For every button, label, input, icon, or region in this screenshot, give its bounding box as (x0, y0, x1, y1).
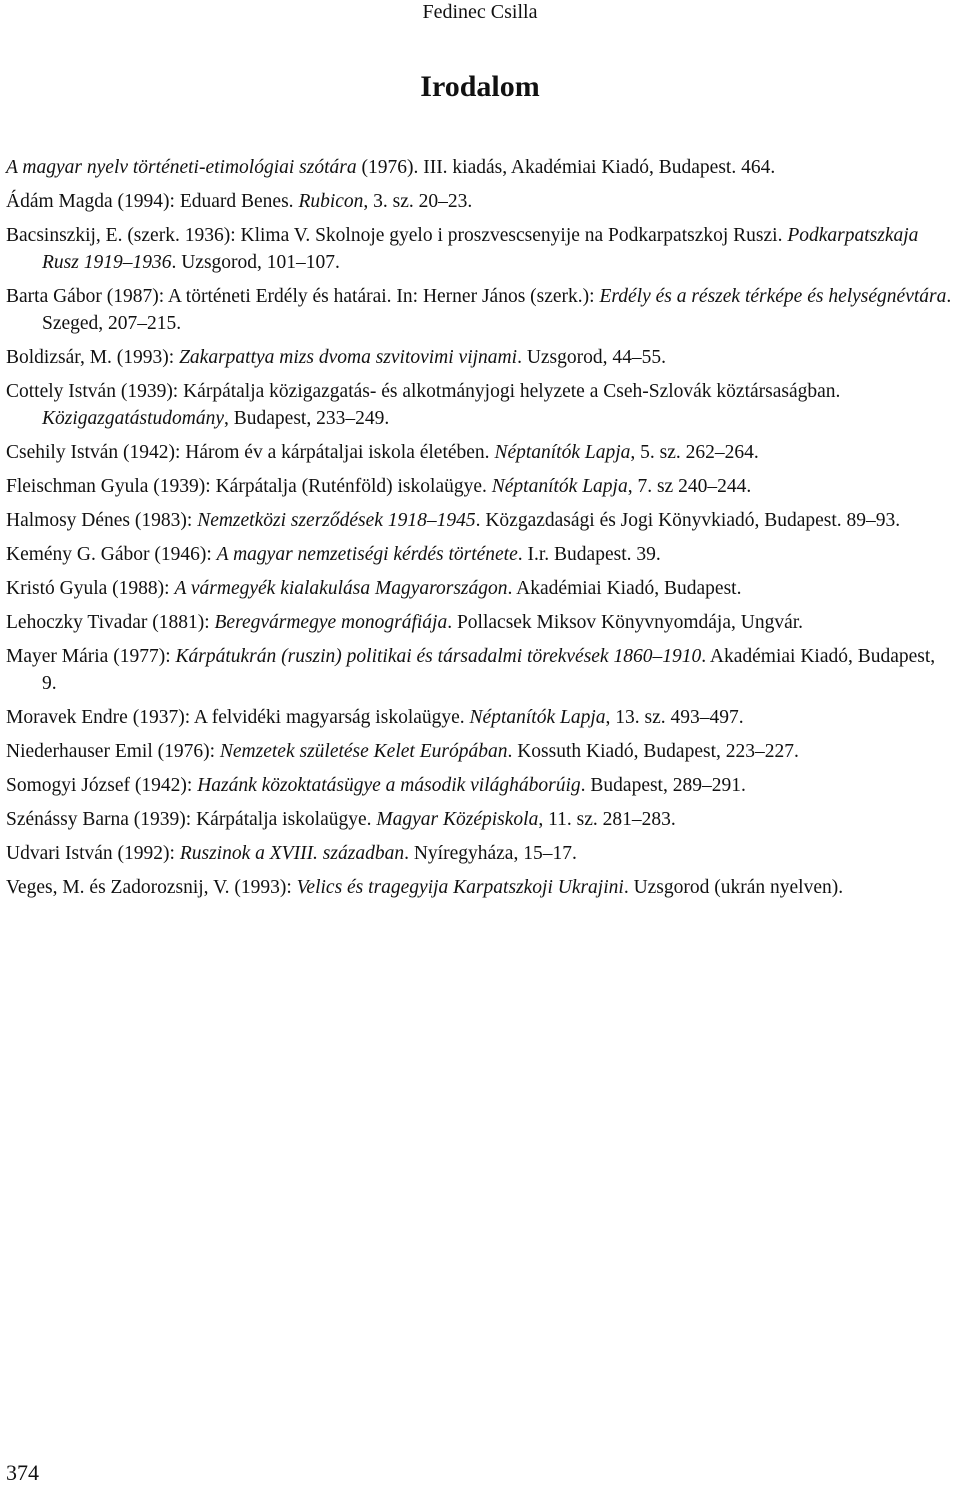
reference-entry (6, 473, 954, 500)
reference-title-italic: Néptanítók Lapja (491, 476, 628, 497)
reference-text: . Szeged, 207–215. (42, 286, 957, 334)
reference-text: Csehily István (1942): Három év a kárpátaljai iskola életében. (6, 442, 495, 463)
reference-text: . Uzsgorod, 101–107. (171, 252, 340, 273)
reference-text: , 11. sz. 281–283. (538, 809, 676, 830)
section-title: Irodalom (420, 70, 540, 103)
reference-title-italic: Kárpátukrán (ruszin) politikai és társadalmi törekvések 1860–1910 (175, 646, 702, 667)
reference-text: . Nyíregyháza, 15–17. (404, 843, 577, 864)
reference-entry (6, 738, 954, 765)
reference-entry (6, 874, 954, 901)
reference-text: (1976). III. kiadás, Akadémiai Kiadó, Budapest. 464. (356, 157, 776, 178)
reference-text: Szénássy Barna (1939): Kárpátalja iskolaügye. (6, 809, 377, 830)
reference-entry (6, 704, 954, 731)
reference-title-italic: Zakarpattya mizs dvoma szvitovimi vijnami (179, 347, 518, 368)
running-header-author: Fedinec Csilla (422, 1, 538, 23)
reference-text: . Uzsgorod, 44–55. (517, 347, 667, 368)
reference-text: Niederhauser Emil (1976): (6, 741, 220, 762)
reference-text: Kemény G. Gábor (1946): (6, 544, 217, 565)
reference-text: Udvari István (1992): (6, 843, 180, 864)
reference-entry (6, 643, 954, 697)
reference-title-italic: Közigazgatástudomány (42, 408, 225, 429)
reference-text: Halmosy Dénes (1983): (6, 510, 198, 531)
reference-text: , 5. sz. 262–264. (630, 442, 759, 463)
reference-entry (6, 772, 954, 799)
reference-list (6, 154, 957, 908)
reference-text: , 13. sz. 493–497. (605, 707, 744, 728)
reference-entry (6, 439, 954, 466)
reference-text: Veges, M. és Zadorozsnij, V. (1993): (6, 877, 297, 898)
reference-title-italic: Erdély és a részek térképe és helységnévtára (599, 286, 947, 307)
reference-entry (6, 378, 954, 432)
reference-text: , Budapest, 233–249. (224, 408, 390, 429)
reference-text: Moravek Endre (1937): A felvidéki magyarság iskolaügye. (6, 707, 470, 728)
reference-text: . Akadémiai Kiadó, Budapest. (507, 578, 742, 599)
reference-text: , 7. sz 240–244. (627, 476, 752, 497)
reference-entry (6, 840, 954, 867)
reference-text: . I.r. Budapest. 39. (517, 544, 661, 565)
reference-title-italic: Ruszinok a XVIII. században (179, 843, 405, 864)
reference-entry (6, 188, 954, 215)
reference-text: Somogyi József (1942): (6, 775, 198, 796)
reference-text: , 3. sz. 20–23. (363, 191, 473, 212)
page-number: 374 (6, 1460, 39, 1485)
reference-text: Mayer Mária (1977): (6, 646, 176, 667)
reference-title-italic: Magyar Középiskola (376, 809, 539, 830)
reference-title-italic: A magyar nemzetiségi kérdés története (216, 544, 518, 565)
reference-text: . Közgazdasági és Jogi Könyvkiadó, Budapest. 89–93. (475, 510, 901, 531)
reference-text: Fleischman Gyula (1939): Kárpátalja (Ruténföld) iskolaügye. (6, 476, 492, 497)
reference-text: Barta Gábor (1987): A történeti Erdély és határai. In: Herner János (szerk.): (6, 286, 600, 307)
reference-text: . Akadémiai Kiadó, Budapest, 9. (42, 646, 941, 694)
reference-text: . Kossuth Kiadó, Budapest, 223–227. (507, 741, 799, 762)
reference-text: Bacsinszkij, E. (szerk. 1936): Klima V. Skolnoje gyelo i proszvescsenyije na Podkarpatszkoj Ruszi. (6, 225, 788, 246)
reference-text: . Budapest, 289–291. (580, 775, 746, 796)
reference-entry (6, 507, 954, 534)
reference-title-italic: Beregvármegye monográfiája (214, 612, 448, 633)
reference-entry (6, 609, 954, 636)
reference-title-italic: Hazánk közoktatásügye a második világháborúig (197, 775, 581, 796)
reference-entry (6, 222, 954, 276)
reference-text: Ádám Magda (1994): Eduard Benes. (6, 191, 299, 212)
reference-entry (6, 154, 954, 181)
reference-text: Kristó Gyula (1988): (6, 578, 175, 599)
reference-title-italic: Podkarpatszkaja Rusz 1919–1936 (42, 225, 924, 273)
reference-title-italic: A magyar nyelv történeti-etimológiai szótára (6, 157, 357, 178)
reference-entry (6, 344, 954, 371)
reference-title-italic: Néptanítók Lapja (494, 442, 631, 463)
reference-title-italic: Nemzetközi szerződések 1918–1945 (197, 510, 476, 531)
reference-entry (6, 575, 954, 602)
reference-title-italic: Velics és tragegyija Karpatszkoji Ukrajini (296, 877, 624, 898)
reference-title-italic: Rubicon (298, 191, 364, 212)
reference-title-italic: Nemzetek születése Kelet Európában (219, 741, 508, 762)
reference-text: . Pollacsek Miksov Könyvnyomdája, Ungvár. (447, 612, 804, 633)
reference-entry (6, 283, 957, 337)
reference-entry (6, 806, 954, 833)
reference-title-italic: A vármegyék kialakulása Magyarországon (174, 578, 508, 599)
reference-text: Boldizsár, M. (1993): (6, 347, 180, 368)
reference-entry (6, 541, 954, 568)
reference-text: . Uzsgorod (ukrán nyelven). (623, 877, 844, 898)
reference-title-italic: Néptanítók Lapja (469, 707, 606, 728)
reference-text: Lehoczky Tivadar (1881): (6, 612, 215, 633)
reference-text: Cottely István (1939): Kárpátalja közigazgatás- és alkotmányjogi helyzete a Cseh-Szlovák köztársaságban. (6, 381, 846, 402)
